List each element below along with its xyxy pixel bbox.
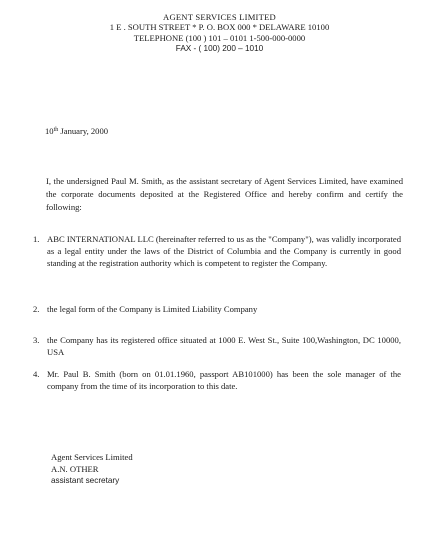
letterhead-company: AGENT SERVICES LIMITED — [163, 12, 276, 22]
list-item-text: ABC INTERNATIONAL LLC (hereinafter referred to us as the "Company"), was validly incorporated as a legal entity under the laws of the District of Columbia and the Company is currently in good standing at the registration authority which is competent to register the Company. — [47, 234, 401, 268]
letter-date — [45, 126, 108, 136]
signature-name: A.N. OTHER — [51, 464, 99, 475]
letterhead-address: 1 E . SOUTH STREET * P. O. BOX 000 * DELAWARE 10100 — [109, 22, 330, 33]
letterhead-fax: FAX - ( 100) 200 – 1010 — [175, 43, 264, 53]
date-suffix: th — [53, 127, 59, 133]
list-item-number: 2. — [33, 304, 40, 314]
signature-title: assistant secretary — [51, 476, 120, 486]
list-item-text: the Company has its registered office situated at 1000 E. West St., Suite 100,Washington, DC 10000, USA — [47, 335, 401, 357]
letterhead-telephone: TELEPHONE (100 ) 101 – 0101 1-500-000-0000 — [133, 32, 306, 43]
list-item-text: Mr. Paul B. Smith (born on 01.01.1960, passport AB101000) has been the sole manager of the company from the time of its incorporation to this date. — [47, 369, 401, 391]
date-day: 10 — [45, 126, 54, 136]
letterhead — [0, 12, 439, 54]
list-item-number: 1. — [33, 234, 40, 244]
list-item-number: 4. — [33, 369, 40, 379]
intro-paragraph: I, the undersigned Paul M. Smith, as the assistant secretary of Agent Services Limited, have examined the corporate documents deposited at the Registered Office and hereby confirm and certify the following: — [46, 176, 403, 212]
signature-company: Agent Services Limited — [51, 452, 133, 462]
date-rest: January, 2000 — [58, 126, 109, 136]
list-item-text: the legal form of the Company is Limited Liability Company — [47, 304, 258, 314]
signature-block — [51, 451, 133, 488]
list-item-number: 3. — [33, 335, 40, 345]
